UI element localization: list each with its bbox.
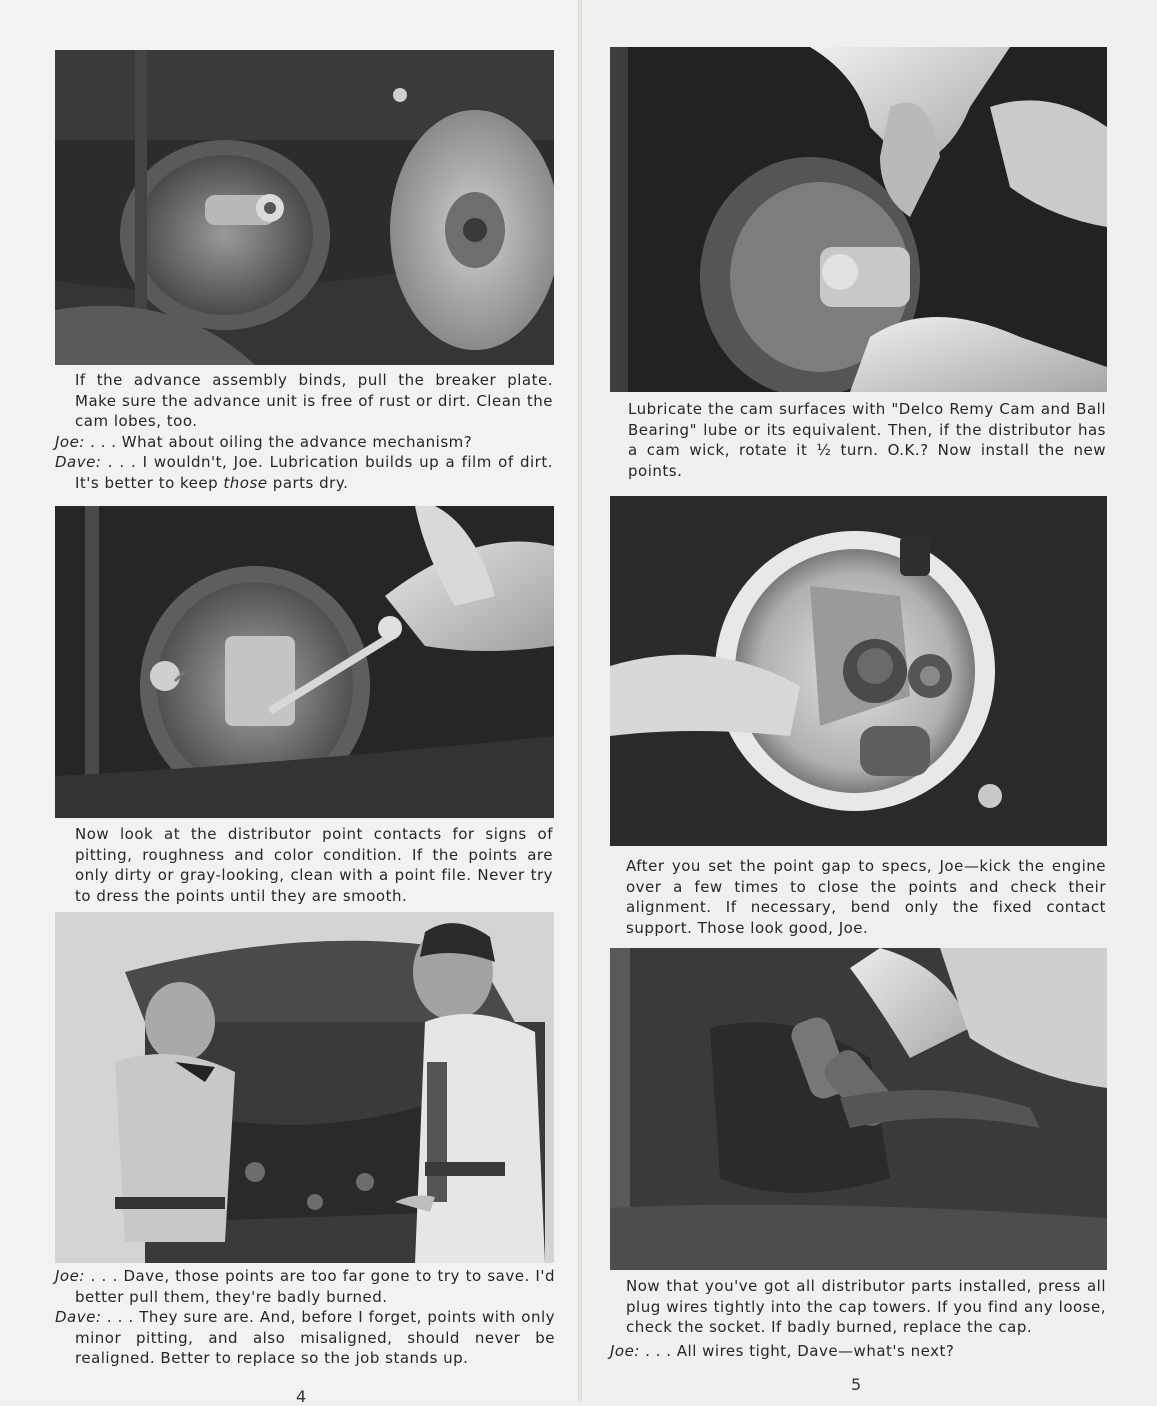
caption-point-contacts bbox=[75, 824, 553, 906]
speaker-label: Joe: bbox=[610, 1341, 640, 1360]
page-number-left: 4 bbox=[296, 1387, 307, 1406]
speaker-label: Joe: bbox=[55, 432, 85, 451]
dialogue-joe bbox=[55, 432, 553, 453]
photo-lubricate-cam bbox=[610, 47, 1107, 392]
caption-text: After you set the point gap to specs, Joe—kick the engine over a few times to close the points and check their alignment. If necessary, bend only the fixed contact support. Those look good, Joe. bbox=[626, 857, 1106, 937]
photo-distributor-breaker-plate bbox=[55, 50, 554, 365]
dialogue-joe bbox=[55, 1266, 555, 1307]
dialogue-text: . . . I wouldn't, Joe. Lubrication builds up a film of dirt. It's better to keep bbox=[75, 453, 553, 492]
caption-lubricate-cam bbox=[628, 399, 1106, 481]
caption-text: If the advance assembly binds, pull the breaker plate. Make sure the advance unit is free of rust or dirt. Clean the cam lobes, too. bbox=[75, 371, 553, 430]
caption-plug-wires bbox=[610, 1276, 1106, 1361]
emphasis-text: those bbox=[223, 473, 268, 492]
book-spine bbox=[578, 0, 582, 1401]
photo-point-alignment bbox=[610, 496, 1107, 846]
dialogue-dave bbox=[55, 452, 553, 493]
dialogue-text: . . . They sure are. And, before I forget, points with only minor pitting, and also misaligned, should never be realigned. Better to replace so the job stands up. bbox=[75, 1308, 555, 1367]
photo-joe-and-dave bbox=[55, 912, 554, 1263]
caption-point-gap bbox=[626, 856, 1106, 938]
dialogue-dave bbox=[55, 1307, 555, 1369]
caption-text: Now look at the distributor point contacts for signs of pitting, roughness and color condition. If the points are only dirty or gray-looking, clean with a point file. Never try to dress the points until they are smooth. bbox=[75, 825, 553, 905]
dialogue-text: . . . Dave, those points are too far gone to try to save. I'd better pull them, they're badly burned. bbox=[75, 1267, 555, 1306]
photo-plug-wires bbox=[610, 948, 1107, 1270]
dialogue-text: . . . What about oiling the advance mechanism? bbox=[84, 432, 473, 451]
speaker-label: Dave: bbox=[55, 1308, 102, 1326]
dialogue-joe bbox=[610, 1341, 1106, 1362]
photo-point-file bbox=[55, 506, 554, 818]
speaker-label: Dave: bbox=[55, 453, 102, 471]
caption-text: Lubricate the cam surfaces with "Delco Remy Cam and Ball Bearing" lube or its equivalent. Then, if the distributor has a cam wick, rotate it ½ turn. O.K.? Now install the new points. bbox=[628, 400, 1106, 480]
dialogue-text: . . . All wires tight, Dave—what's next? bbox=[639, 1341, 955, 1360]
caption-advance-assembly bbox=[55, 370, 553, 493]
dialogue-text: parts dry. bbox=[267, 473, 349, 492]
speaker-label: Joe: bbox=[55, 1267, 85, 1285]
caption-text: Now that you've got all distributor parts installed, press all plug wires tightly into the cap towers. If you find any loose, check the socket. If badly burned, replace the cap. bbox=[626, 1277, 1106, 1336]
caption-points-burned bbox=[55, 1266, 555, 1369]
page-number-right: 5 bbox=[851, 1375, 862, 1394]
